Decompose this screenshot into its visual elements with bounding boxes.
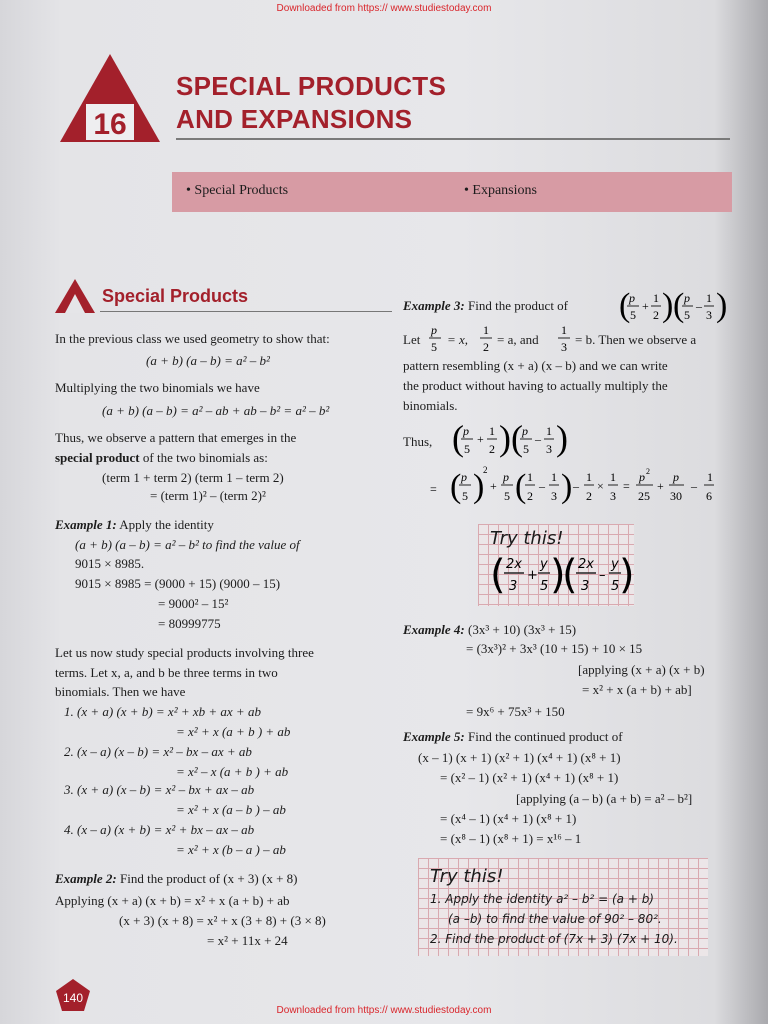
- svg-text:y: y: [611, 557, 619, 572]
- svg-text:×: ×: [597, 479, 604, 493]
- svg-text:3: 3: [706, 308, 712, 322]
- three-terms-text-1: Let us now study special products involving three: [55, 645, 314, 660]
- svg-text:1: 1: [586, 470, 592, 484]
- svg-text:): ): [550, 552, 566, 598]
- example-3-let-x: = x,: [447, 332, 469, 347]
- three-terms-text-2: terms. Let x, a, and b be three terms in two: [55, 665, 278, 680]
- example-3-let-b: = b. Then we observe a: [575, 332, 697, 347]
- svg-text:5: 5: [431, 340, 437, 354]
- example-3-thus: Thus,: [403, 434, 433, 449]
- svg-text:(: (: [562, 552, 578, 598]
- svg-text:(: (: [619, 287, 631, 324]
- svg-text:5: 5: [523, 442, 529, 456]
- example-1-line-2: (a + b) (a – b) = a² – b² to find the value of: [75, 537, 300, 552]
- example-2-line-3: (x + 3) (x + 8) = x² + x (3 + 8) + (3 × 8): [119, 913, 326, 928]
- example-5-heading: Example 5: Find the continued product of: [403, 729, 623, 744]
- chapter-number-triangle: [58, 52, 162, 144]
- svg-text:(: (: [450, 468, 462, 505]
- identity-3: 3. (x + a) (x – b) = x² – bx + ax – ab: [64, 782, 255, 797]
- svg-text:–: –: [539, 479, 545, 493]
- svg-text:3: 3: [509, 579, 518, 594]
- example-2-heading: Example 2: Find the product of (x + 3) (x + 8): [55, 871, 298, 886]
- svg-text:3: 3: [581, 579, 590, 594]
- svg-text:2: 2: [483, 340, 489, 354]
- example-5-line-5: = (x⁴ – 1) (x⁴ + 1) (x⁸ + 1): [440, 811, 577, 826]
- example-3-expression: [617, 288, 729, 326]
- svg-text:=: =: [430, 482, 437, 496]
- pattern-text-1: Thus, we observe a pattern that emerges in the: [55, 430, 297, 445]
- svg-text:5: 5: [504, 489, 510, 503]
- identity-equation: (a + b) (a – b) = a² – b²: [146, 353, 270, 368]
- svg-text:p: p: [629, 291, 635, 305]
- topics-band: [172, 172, 732, 212]
- identity-4: 4. (x – a) (x + b) = x² + bx – ax – ab: [64, 822, 255, 837]
- example-3-line-5: binomials.: [403, 398, 458, 413]
- chapter-number: 16: [93, 108, 127, 141]
- identity-2: 2. (x – a) (x – b) = x² – bx – ax + ab: [64, 744, 252, 759]
- expansion-equation: (a + b) (a – b) = a² – ab + ab – b² = a² – b²: [102, 403, 330, 418]
- svg-text:+: +: [477, 432, 484, 446]
- svg-text:2x: 2x: [578, 557, 594, 572]
- svg-text:1: 1: [610, 470, 616, 484]
- svg-text:3: 3: [610, 489, 616, 503]
- example-3-heading: Example 3: Find the product of: [403, 298, 569, 313]
- svg-text:y: y: [540, 557, 548, 572]
- svg-text:3: 3: [551, 489, 557, 503]
- example-4-heading: Example 4: (3x³ + 10) (3x³ + 15): [403, 622, 577, 637]
- svg-text:1: 1: [707, 470, 713, 484]
- three-terms-text-3: binomials. Then we have: [55, 684, 186, 699]
- svg-text:=: =: [623, 479, 630, 493]
- svg-text:+: +: [642, 299, 649, 313]
- example-2-line-2: Applying (x + a) (x + b) = x² + x (a + b) + ab: [55, 893, 290, 908]
- example-4-line-3: [applying (x + a) (x + b): [578, 662, 705, 677]
- example-5-line-4: [applying (a – b) (a + b) = a² – b²]: [516, 791, 693, 806]
- term-equation-1: (term 1 + term 2) (term 1 – term 2): [102, 470, 284, 485]
- intro-text: In the previous class we used geometry to show that:: [55, 331, 330, 346]
- svg-text:+: +: [490, 479, 497, 493]
- svg-text:(: (: [490, 552, 506, 598]
- svg-text:3: 3: [546, 442, 552, 456]
- svg-text:(: (: [673, 287, 685, 324]
- svg-text:1: 1: [561, 323, 567, 337]
- try-this-title-1: Try this!: [490, 528, 564, 549]
- example-1-answer: = 80999775: [158, 616, 221, 631]
- svg-text:1: 1: [527, 470, 533, 484]
- example-4-line-2: = (3x³)² + 3x³ (10 + 15) + 10 × 15: [466, 641, 643, 656]
- example-2-answer: = x² + 11x + 24: [207, 933, 288, 948]
- svg-text:1: 1: [489, 424, 495, 438]
- svg-text:5: 5: [464, 442, 470, 456]
- example-4-answer: = 9x⁶ + 75x³ + 150: [466, 704, 565, 719]
- section-title: Special Products: [102, 286, 249, 306]
- try-this-item-1-cont: (a –b) to find the value of 90² – 80².: [448, 912, 662, 926]
- svg-text:p: p: [463, 424, 469, 438]
- try-this-box-1: [478, 524, 634, 606]
- svg-text:p: p: [684, 291, 690, 305]
- example-3-line-3: pattern resembling (x + a) (x – b) and we can write: [403, 358, 668, 373]
- svg-text:2x: 2x: [506, 557, 522, 572]
- svg-text:(: (: [452, 418, 464, 458]
- section-rule: [100, 311, 392, 312]
- chapter-rule: [176, 138, 730, 140]
- svg-text:p: p: [639, 470, 645, 484]
- try-this-item-2: 2. Find the product of (7x + 3) (7x + 10).: [430, 932, 678, 946]
- example-4-line-4: = x² + x (a + b) + ab]: [582, 682, 692, 697]
- identity-4-result: = x² + x (b – a ) – ab: [176, 842, 286, 857]
- svg-text:–: –: [691, 479, 697, 493]
- svg-text:5: 5: [462, 489, 468, 503]
- example-1-line-5: = 9000² – 15²: [158, 596, 229, 611]
- example-1-line-4: 9015 × 8985 = (9000 + 15) (9000 – 15): [75, 576, 281, 591]
- pattern-text-2: special product of the two binomials as:: [55, 450, 268, 465]
- example-5-answer: = (x⁸ – 1) (x⁸ + 1) = x¹⁶ – 1: [440, 831, 582, 846]
- example-5-line-3: = (x² – 1) (x² + 1) (x⁴ + 1) (x⁸ + 1): [440, 770, 619, 785]
- example-1-heading: Example 1: Apply the identity: [55, 517, 214, 532]
- svg-text:): ): [561, 468, 573, 505]
- example-3-solution: [420, 464, 732, 510]
- svg-text:2: 2: [489, 442, 495, 456]
- svg-text:): ): [716, 287, 728, 324]
- identity-1-result: = x² + x (a + b ) + ab: [176, 724, 291, 739]
- example-3-thus-expression: [450, 420, 570, 462]
- term-equation-2: = (term 1)² – (term 2)²: [150, 488, 266, 503]
- multiply-text: Multiplying the two binomials we have: [55, 380, 260, 395]
- svg-text:5: 5: [540, 579, 549, 594]
- example-5-line-2: (x – 1) (x + 1) (x² + 1) (x⁴ + 1) (x⁸ + 1): [418, 750, 621, 765]
- identity-2-result: = x² – x (a + b ) + ab: [176, 764, 289, 779]
- svg-text:p: p: [431, 323, 437, 337]
- svg-text:p: p: [503, 470, 509, 484]
- svg-text:–: –: [599, 568, 606, 583]
- svg-text:30: 30: [670, 489, 682, 503]
- svg-text:–: –: [535, 432, 541, 446]
- page-number: 140: [62, 991, 84, 1005]
- example-1-line-3: 9015 × 8985.: [75, 556, 145, 571]
- topic-special-products: • Special Products: [186, 183, 289, 198]
- svg-text:p: p: [673, 470, 679, 484]
- identity-3-result: = x² + x (a – b ) – ab: [176, 802, 286, 817]
- svg-text:3: 3: [561, 340, 567, 354]
- svg-text:2: 2: [483, 465, 488, 475]
- example-3-line-4: the product without having to actually multiply the: [403, 378, 668, 393]
- svg-text:–: –: [696, 299, 702, 313]
- try-this-title-2: Try this!: [430, 866, 504, 887]
- identity-1: 1. (x + a) (x + b) = x² + xb + ax + ab: [64, 704, 261, 719]
- svg-text:1: 1: [546, 424, 552, 438]
- download-link-bottom[interactable]: Downloaded from https:// www.studiestoday.com: [276, 1005, 492, 1016]
- topic-expansions: • Expansions: [464, 183, 537, 198]
- svg-text:): ): [473, 468, 485, 505]
- svg-text:p: p: [461, 470, 467, 484]
- svg-text:25: 25: [638, 489, 650, 503]
- section-triangle-icon: [54, 278, 96, 314]
- example-3-let: Let: [403, 332, 421, 347]
- svg-text:2: 2: [527, 489, 533, 503]
- svg-text:(: (: [511, 418, 523, 458]
- svg-text:5: 5: [611, 579, 620, 594]
- svg-text:): ): [662, 287, 674, 324]
- svg-text:+: +: [657, 479, 664, 493]
- svg-text:2: 2: [646, 467, 650, 476]
- svg-text:): ): [499, 418, 511, 458]
- svg-text:+: +: [527, 568, 538, 583]
- svg-text:1: 1: [653, 291, 659, 305]
- svg-text:2: 2: [653, 308, 659, 322]
- svg-text:5: 5: [630, 308, 636, 322]
- try-this-box-2: [418, 858, 708, 956]
- fraction-1-over-2: [480, 322, 494, 356]
- example-3-let-a: = a, and: [497, 332, 539, 347]
- svg-text:1: 1: [551, 470, 557, 484]
- fraction-1-over-3: [558, 322, 572, 356]
- svg-text:6: 6: [706, 489, 712, 503]
- svg-text:): ): [619, 552, 635, 598]
- fraction-p-over-5: [429, 322, 443, 356]
- try-this-item-1: 1. Apply the identity a² – b² = (a + b): [430, 892, 654, 906]
- chapter-title: SPECIAL PRODUCTS AND EXPANSIONS: [176, 71, 447, 134]
- svg-text:p: p: [522, 424, 528, 438]
- svg-text:1: 1: [706, 291, 712, 305]
- svg-text:2: 2: [586, 489, 592, 503]
- svg-text:5: 5: [684, 308, 690, 322]
- try-this-expression: [490, 550, 635, 602]
- svg-text:): ): [556, 418, 568, 458]
- download-link-top[interactable]: Downloaded from https:// www.studiestoday.com: [276, 3, 492, 14]
- svg-text:–: –: [573, 479, 579, 493]
- svg-text:1: 1: [483, 323, 489, 337]
- svg-text:(: (: [515, 468, 527, 505]
